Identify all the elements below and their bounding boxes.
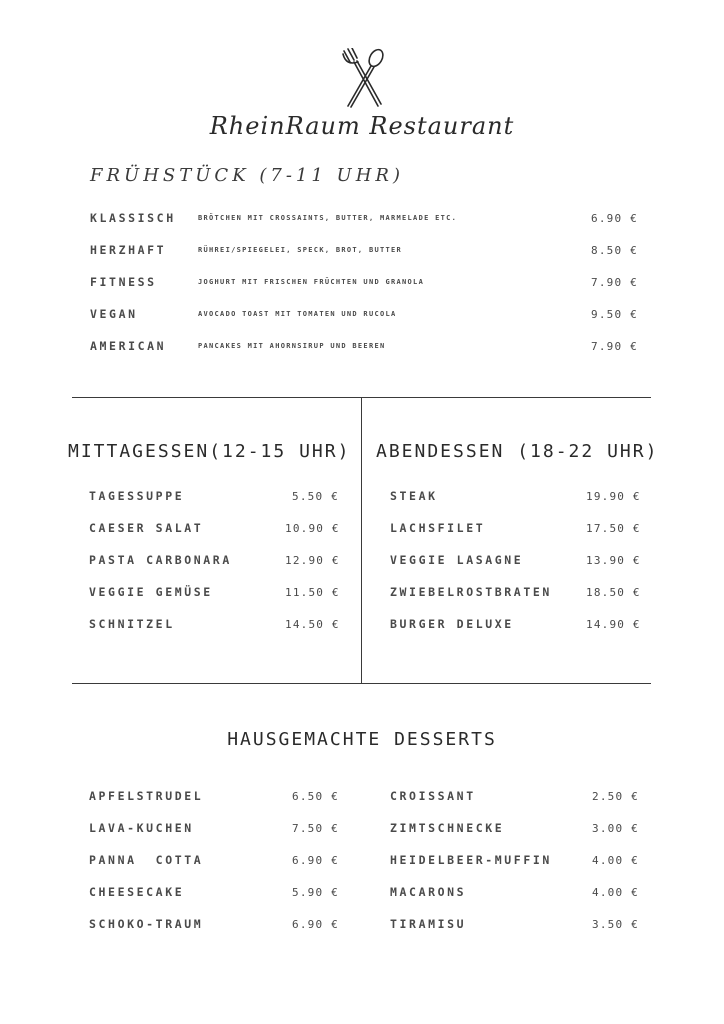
list-item	[0, 275, 724, 295]
item-name: PASTA CARBONARA	[89, 553, 232, 567]
restaurant-name: RheinRaum Restaurant	[209, 112, 515, 140]
item-price: 13.90 €	[586, 554, 641, 567]
list-item	[0, 853, 360, 873]
item-name: AMERICAN	[90, 339, 167, 353]
item-name: FITNESS	[90, 275, 157, 289]
item-price: 19.90 €	[586, 490, 641, 503]
item-name: BURGER DELUXE	[390, 617, 514, 631]
item-price: 3.50 €	[592, 918, 639, 931]
item-price: 14.50 €	[285, 618, 340, 631]
item-price: 9.50 €	[591, 308, 638, 321]
list-item	[0, 211, 724, 231]
list-item	[0, 243, 724, 263]
item-name: CAESER SALAT	[89, 521, 204, 535]
item-name: LAVA-KUCHEN	[89, 821, 194, 835]
item-name: CHEESECAKE	[89, 885, 185, 899]
item-price: 3.00 €	[592, 822, 639, 835]
list-item	[0, 917, 360, 937]
item-name: HEIDELBEER-MUFFIN	[390, 853, 552, 867]
item-name: VEGAN	[90, 307, 138, 321]
item-name: STEAK	[390, 489, 438, 503]
item-name: ZIMTSCHNECKE	[390, 821, 505, 835]
list-item	[0, 339, 724, 359]
item-price: 4.00 €	[592, 886, 639, 899]
item-price: 12.90 €	[285, 554, 340, 567]
item-description: BRÖTCHEN MIT CROSSAINTS, BUTTER, MARMELADE ETC.	[198, 214, 458, 222]
item-name: TIRAMISU	[390, 917, 467, 931]
dinner-title: ABENDESSEN (18-22 UHR)	[376, 441, 659, 462]
item-name: LACHSFILET	[390, 521, 486, 535]
item-price: 6.50 €	[292, 790, 339, 803]
list-item	[362, 917, 724, 937]
divider	[72, 683, 651, 684]
item-name: CROISSANT	[390, 789, 476, 803]
item-price: 10.90 €	[285, 522, 340, 535]
list-item	[362, 885, 724, 905]
item-name: HERZHAFT	[90, 243, 167, 257]
item-price: 2.50 €	[592, 790, 639, 803]
breakfast-title: FRÜHSTÜCK (7-11 UHR)	[90, 165, 404, 186]
lunch-title: MITTAGESSEN(12-15 UHR)	[68, 441, 351, 462]
item-name: SCHNITZEL	[89, 617, 175, 631]
item-description: AVOCADO TOAST MIT TOMATEN UND RUCOLA	[198, 310, 397, 318]
item-price: 14.90 €	[586, 618, 641, 631]
item-name: APFELSTRUDEL	[89, 789, 204, 803]
item-name: KLASSISCH	[90, 211, 176, 225]
list-item	[362, 489, 724, 509]
item-description: JOGHURT MIT FRISCHEN FRÜCHTEN UND GRANOLA	[198, 278, 425, 286]
item-price: 4.00 €	[592, 854, 639, 867]
item-name: TAGESSUPPE	[89, 489, 185, 503]
list-item	[0, 307, 724, 327]
item-price: 6.90 €	[292, 918, 339, 931]
desserts-title: HAUSGEMACHTE DESSERTS	[227, 729, 497, 750]
item-name: ZWIEBELROSTBRATEN	[390, 585, 552, 599]
item-price: 7.50 €	[292, 822, 339, 835]
item-name: SCHOKO-TRAUM	[89, 917, 204, 931]
item-price: 6.90 €	[292, 854, 339, 867]
item-price: 5.90 €	[292, 886, 339, 899]
list-item	[0, 617, 360, 637]
list-item	[0, 585, 360, 605]
item-price: 8.50 €	[591, 244, 638, 257]
item-name: VEGGIE LASAGNE	[390, 553, 524, 567]
item-price: 7.90 €	[591, 276, 638, 289]
list-item	[362, 789, 724, 809]
item-price: 11.50 €	[285, 586, 340, 599]
item-description: PANCAKES MIT AHORNSIRUP UND BEEREN	[198, 342, 386, 350]
fork-spoon-icon	[338, 48, 388, 110]
list-item	[362, 617, 724, 637]
item-price: 6.90 €	[591, 212, 638, 225]
list-item	[362, 521, 724, 541]
list-item	[362, 821, 724, 841]
list-item	[362, 853, 724, 873]
list-item	[362, 553, 724, 573]
list-item	[0, 489, 360, 509]
item-price: 18.50 €	[586, 586, 641, 599]
list-item	[0, 789, 360, 809]
list-item	[362, 585, 724, 605]
list-item	[0, 821, 360, 841]
item-price: 7.90 €	[591, 340, 638, 353]
item-description: RÜHREI/SPIEGELEI, SPECK, BROT, BUTTER	[198, 246, 403, 254]
list-item	[0, 521, 360, 541]
item-name: PANNA COTTA	[89, 853, 204, 867]
item-name: VEGGIE GEMÜSE	[89, 585, 213, 599]
list-item	[0, 553, 360, 573]
item-price: 17.50 €	[586, 522, 641, 535]
item-name: MACARONS	[390, 885, 467, 899]
item-price: 5.50 €	[292, 490, 339, 503]
list-item	[0, 885, 360, 905]
